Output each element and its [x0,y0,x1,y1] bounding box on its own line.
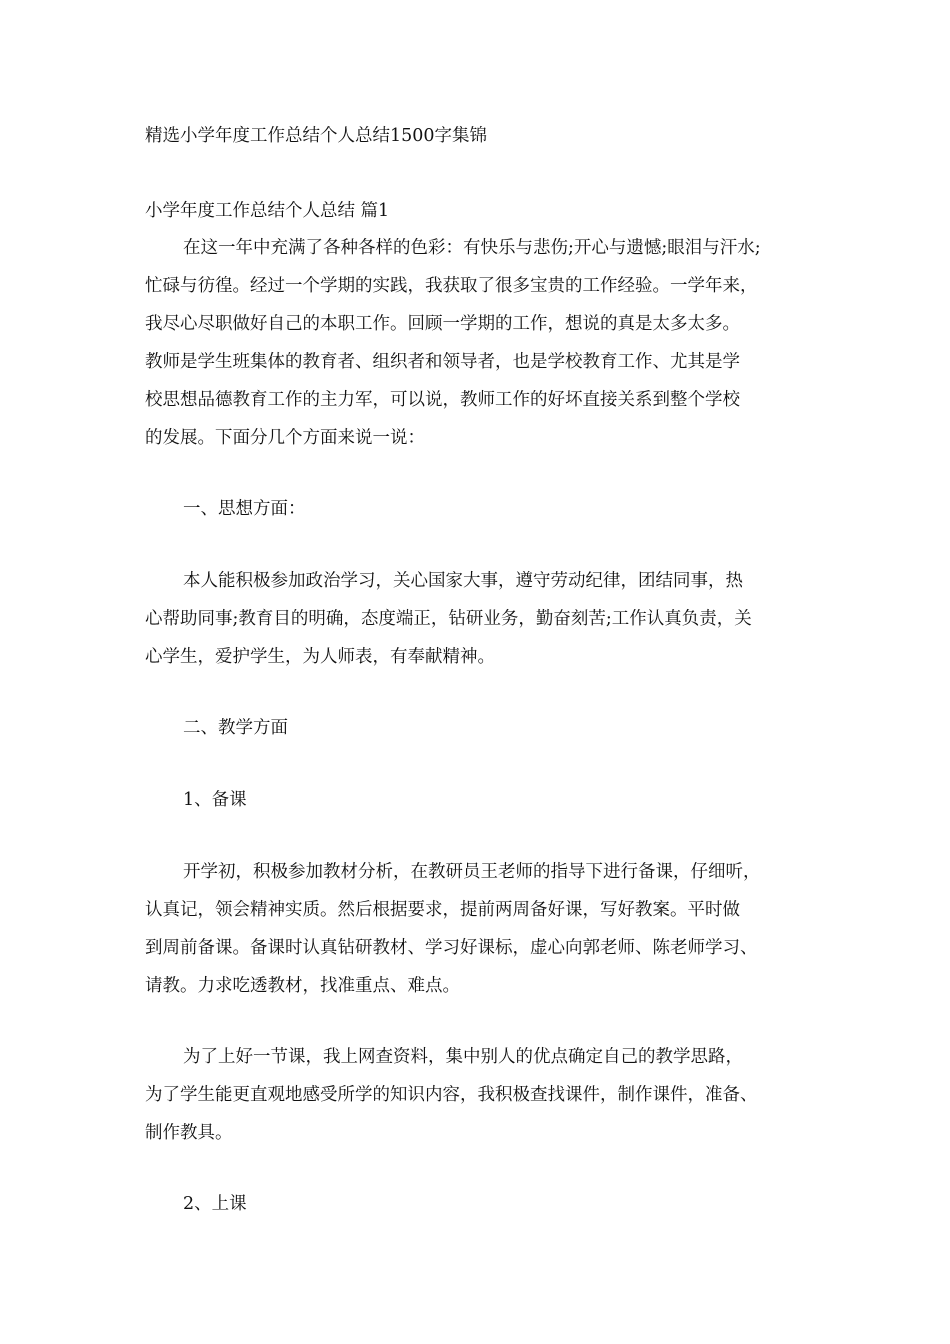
paragraph-line: 心帮助同事;教育目的明确，态度端正，钻研业务，勤奋刻苦;工作认真负责，关 [145,609,752,629]
paragraph-line: 为了学生能更直观地感受所学的知识内容，我积极查找课件，制作课件，准备、 [145,1085,758,1105]
paragraph-line: 认真记，领会精神实质。然后根据要求，提前两周备好课，写好教案。平时做 [145,900,740,920]
document-title: 精选小学年度工作总结个人总结1500字集锦 [145,126,488,146]
paragraph-line: 的发展。下面分几个方面来说一说： [145,428,425,448]
subsection-heading: 2、上课 [183,1194,247,1214]
paragraph-line: 在这一年中充满了各种各样的色彩：有快乐与悲伤;开心与遗憾;眼泪与汗水; [183,238,761,258]
paragraph-line: 忙碌与彷徨。经过一个学期的实践，我获取了很多宝贵的工作经验。一学年来， [145,276,758,296]
paragraph-line: 到周前备课。备课时认真钻研教材、学习好课标，虚心向郭老师、陈老师学习、 [145,938,758,958]
paragraph-line: 制作教具。 [145,1123,233,1143]
section-heading: 一、思想方面： [183,499,306,519]
section-heading: 二、教学方面 [183,718,288,738]
paragraph-line: 我尽心尽职做好自己的本职工作。回顾一学期的工作，想说的真是太多太多。 [145,314,740,334]
paragraph-line: 开学初，积极参加教材分析，在教研员王老师的指导下进行备课，仔细听， [183,862,761,882]
paragraph-line: 请教。力求吃透教材，找准重点、难点。 [145,976,460,996]
paragraph-line: 教师是学生班集体的教育者、组织者和领导者，也是学校教育工作、尤其是学 [145,352,740,372]
paragraph-line: 心学生，爱护学生，为人师表，有奉献精神。 [145,647,495,667]
paragraph-line: 为了上好一节课，我上网查资料，集中别人的优点确定自己的教学思路， [183,1047,743,1067]
paragraph-line: 校思想品德教育工作的主力军，可以说，教师工作的好坏直接关系到整个学校 [145,390,740,410]
document-subtitle: 小学年度工作总结个人总结 篇1 [145,201,390,221]
paragraph-line: 本人能积极参加政治学习，关心国家大事，遵守劳动纪律，团结同事，热 [183,571,743,591]
subsection-heading: 1、备课 [183,790,247,810]
